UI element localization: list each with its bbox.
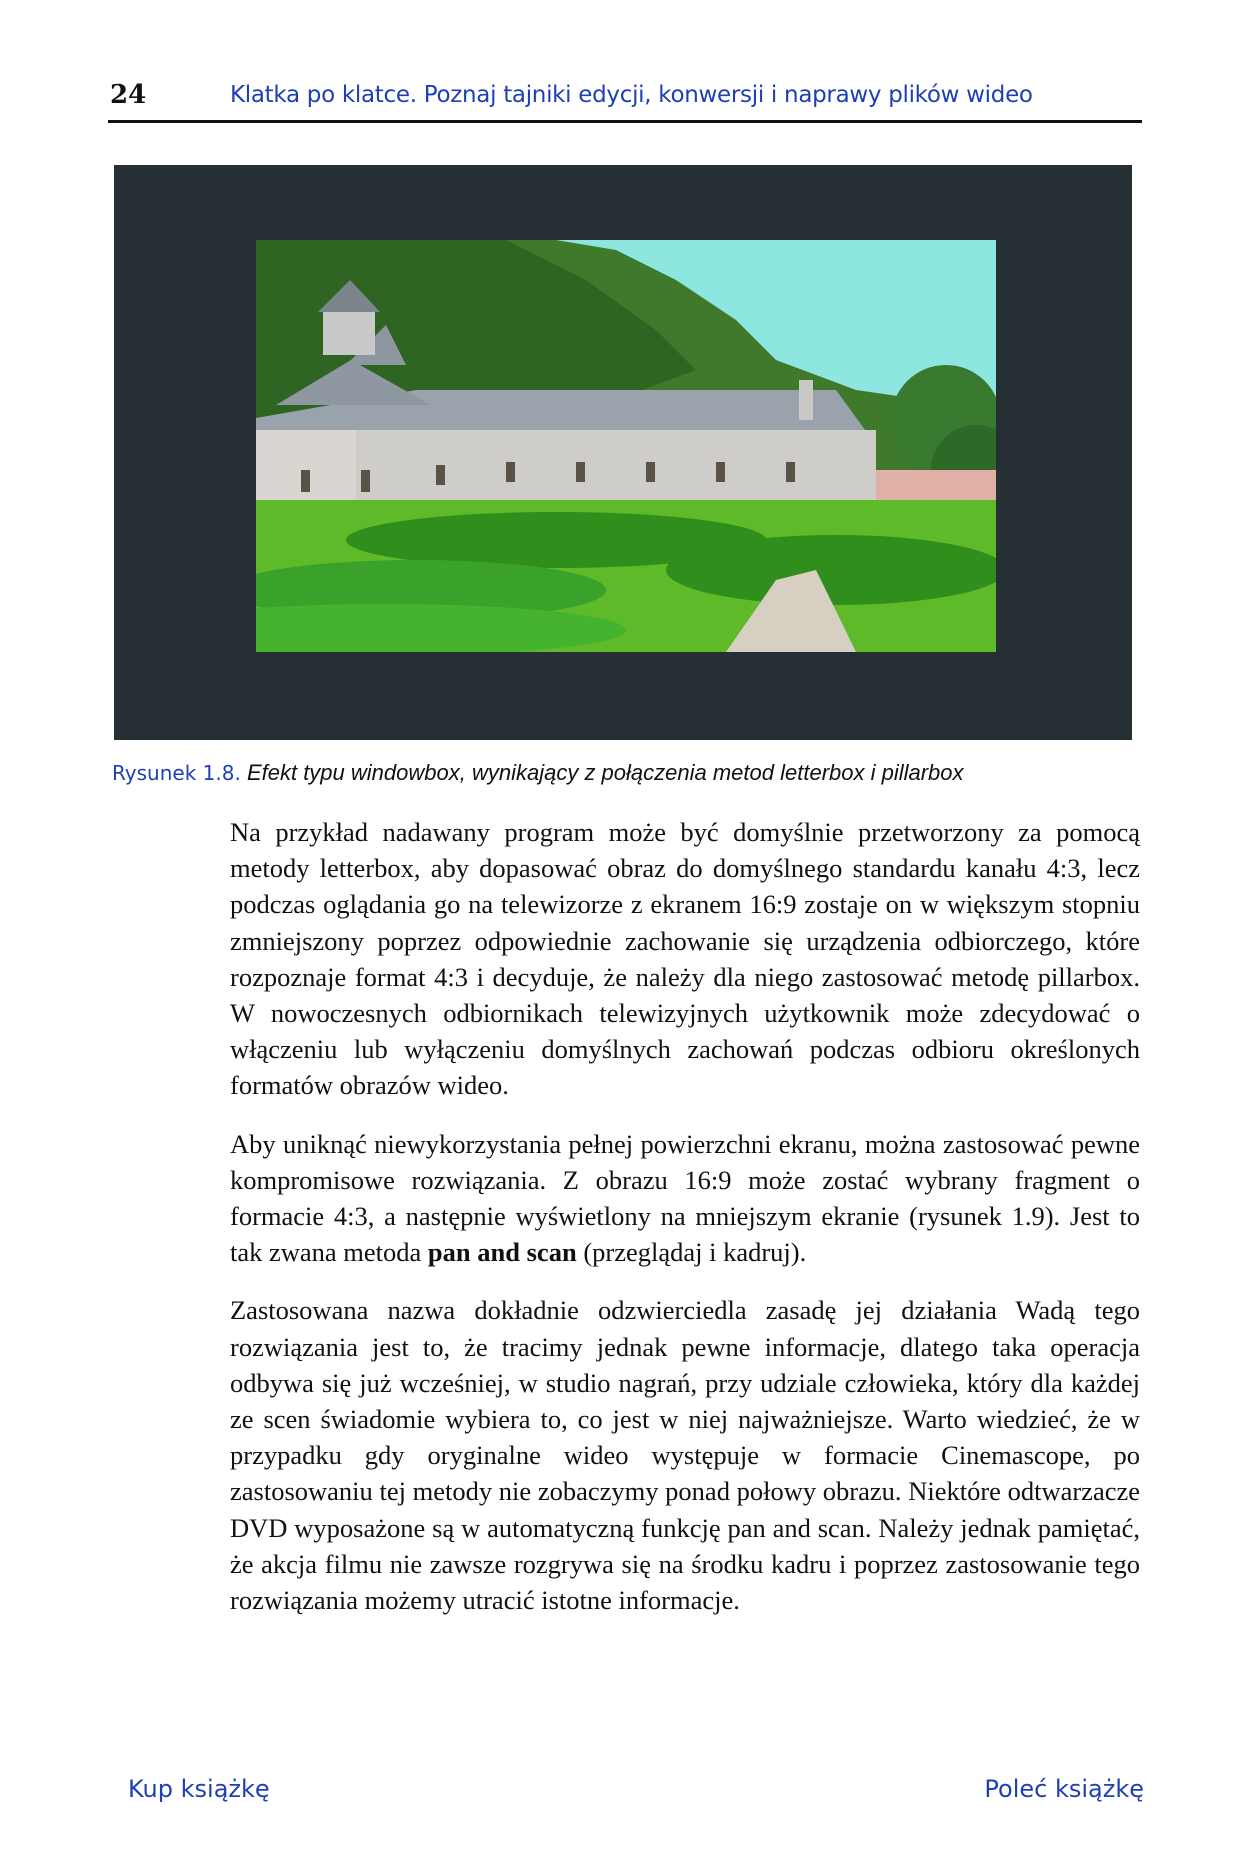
figure-caption-text: Efekt typu windowbox, wynikający z połączenia metod letterbox i pillarbox (246, 760, 964, 785)
term-pan-and-scan: pan and scan (427, 1237, 577, 1268)
running-header (108, 80, 1142, 123)
paragraph-2-text: Aby uniknąć niewykorzystania pełnej powierzchni ekranu, można zastosować pewne kompromisowe rozwiązania. Z obrazu 16:9 może zostać wybrany fragment o formacie 4:3, a następnie wyświetlony na mniejszym ekranie (rysunek 1.9). Jest to tak zwana metoda (230, 1128, 1140, 1268)
recommend-book-link[interactable]: Poleć książkę (984, 1775, 1144, 1803)
windowbox-figure (114, 165, 1132, 740)
paragraph-1: Na przykład nadawany program może być domyślnie przetworzony za pomocą metody letterbox, aby dopasować obraz do domyślnego standardu kanału 4:3, lecz podczas oglądania go na telewizorze z ekranem 16:9 zostaje on w większym stopniu zmniejszony poprzez odpowiednie zachowanie się urządzenia odbiorczego, które rozpoznaje format 4:3 i decyduje, że należy dla niego zastosować metodę pillarbox. W nowoczesnych odbiornikach telewizyjnych użytkownik może zdecydować o włączeniu lub wyłączeniu domyślnych zachowań podczas odbioru określonych formatów obrazów wideo. (230, 817, 1140, 1101)
buy-book-link[interactable]: Kup książkę (128, 1775, 270, 1803)
figure-label: Rysunek 1.8. (112, 761, 241, 785)
figure-caption (112, 760, 1152, 786)
body-text (230, 814, 1140, 1640)
paragraph-2 (230, 1126, 1140, 1271)
paragraph-2-end: (przeglądaj i kadruj). (576, 1237, 807, 1268)
abbey-photo (256, 240, 996, 652)
abbey-illustration (256, 240, 996, 652)
paragraph-3: Zastosowana nazwa dokładnie odzwierciedla zasadę jej działania Wadą tego rozwiązania jest to, że tracimy jednak pewne informacje, dlatego taka operacja odbywa się już wcześniej, w studio nagrań, przy udziale człowieka, który dla każdej ze scen świadomie wybiera to, co jest w niej najważniejsze. Warto wiedzieć, że w przypadku gdy oryginalne wideo występuje w formacie Cinemascope, po zastosowaniu tej metody nie zobaczymy ponad połowy obrazu. Niektóre odtwarzacze DVD wyposażone są w automatyczną funkcję pan and scan. Należy jednak pamiętać, że akcja filmu nie zawsze rozgrywa się na środku kadru i poprzez zastosowanie tego rozwiązania możemy utracić istotne informacje. (230, 1295, 1140, 1616)
page-number: 24 (110, 80, 147, 110)
running-title: Klatka po klatce. Poznaj tajniki edycji, konwersji i naprawy plików wideo (230, 82, 1033, 108)
